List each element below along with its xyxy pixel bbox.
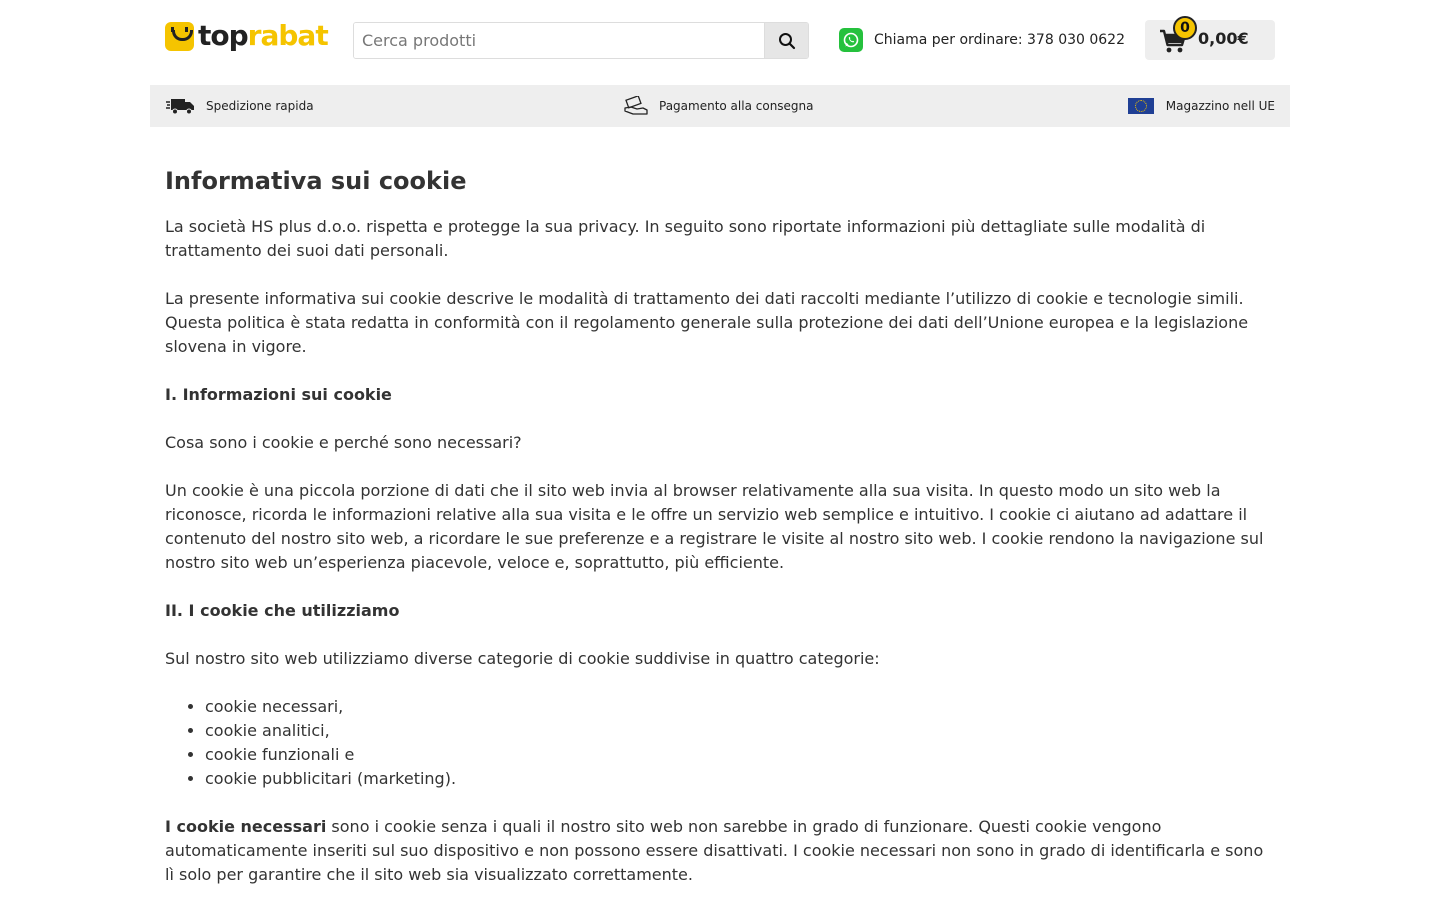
paragraph: Un cookie è una piccola porzione di dati che il sito web invia al browser relativamente alla sua visita. In questo modo un sito web la riconosce, ricorda le informazioni relative alla sua visita e le offre un servizio web semplice e intuitivo. I cookie ci aiutano ad adattare il contenuto del nostro sito web, a ricordare le sue preferenze e a registrare le visite al nostro sito web. I cookie rendono la navigazione sul nostro sito web un’esperienza piacevole, veloce e, soprattutto, più efficiente. bbox=[165, 481, 1264, 572]
usp-label: Magazzino nell UE bbox=[1165, 99, 1275, 113]
cookie-policy-content bbox=[165, 166, 1275, 911]
whatsapp-icon bbox=[839, 28, 863, 52]
list-item: • cookie analitici, bbox=[205, 719, 1275, 743]
usp-bar bbox=[150, 85, 1290, 127]
smile-logo-icon bbox=[165, 22, 194, 51]
phone-number-text: Chiama per ordinare: 378 030 0622 bbox=[874, 32, 1125, 48]
usp-fast-shipping bbox=[166, 85, 314, 127]
list-item: • cookie funzionali e bbox=[205, 743, 1275, 767]
eu-flag-icon bbox=[1128, 98, 1154, 114]
search-button[interactable] bbox=[764, 23, 808, 58]
logo-wordmark: toprabat bbox=[198, 19, 328, 52]
list-item: • cookie necessari, bbox=[205, 695, 1275, 719]
usp-label: Spedizione rapida bbox=[206, 99, 314, 113]
truck-icon bbox=[166, 97, 196, 115]
cash-hand-icon bbox=[623, 96, 649, 116]
site-logo[interactable] bbox=[165, 19, 328, 53]
section-heading: II. I cookie che utilizziamo bbox=[165, 601, 400, 620]
search-form bbox=[353, 22, 809, 59]
site-header bbox=[0, 0, 1440, 80]
list-item: • cookie pubblicitari (marketing). bbox=[205, 767, 1275, 791]
paragraph: I cookie necessari sono i cookie senza i quali il nostro sito web non sarebbe in grado di funzionare. Questi cookie vengono automaticamente inseriti sul suo dispositivo e non possono essere disattivati. I cookie necessari non sono in grado di identificarla e sono lì solo per garantire che il sito web sia visualizzato correttamente. bbox=[165, 817, 1264, 884]
usp-label: Pagamento alla consegna bbox=[659, 99, 814, 113]
usp-eu-warehouse bbox=[1128, 85, 1275, 127]
paragraph: Cosa sono i cookie e perché sono necessari? bbox=[165, 433, 522, 452]
page-title: Informativa sui cookie bbox=[165, 167, 467, 195]
cart-count-badge: 0 bbox=[1173, 16, 1197, 40]
paragraph: La presente informativa sui cookie descrive le modalità di trattamento dei dati raccolti mediante l’utilizzo di cookie e tecnologie simili. Questa politica è stata redatta in conformità con il regolamento generale sulla protezione dei dati dell’Unione europea e la legislazione slovena in vigore. bbox=[165, 289, 1249, 356]
cookie-category-list bbox=[205, 695, 1275, 791]
cart-total: 0,00€ bbox=[1198, 29, 1249, 48]
paragraph: Sul nostro sito web utilizziamo diverse categorie di cookie suddivise in quattro categorie: bbox=[165, 649, 880, 668]
cart-button[interactable] bbox=[1145, 20, 1275, 60]
section-heading: I. Informazioni sui cookie bbox=[165, 385, 392, 404]
search-input[interactable] bbox=[354, 23, 764, 58]
phone-order-link[interactable] bbox=[839, 28, 1125, 52]
search-icon bbox=[778, 32, 796, 50]
usp-cash-on-delivery bbox=[623, 85, 814, 127]
paragraph: La società HS plus d.o.o. rispetta e protegge la sua privacy. In seguito sono riportate informazioni più dettagliate sulle modalità di trattamento dei suoi dati personali. bbox=[165, 217, 1206, 260]
